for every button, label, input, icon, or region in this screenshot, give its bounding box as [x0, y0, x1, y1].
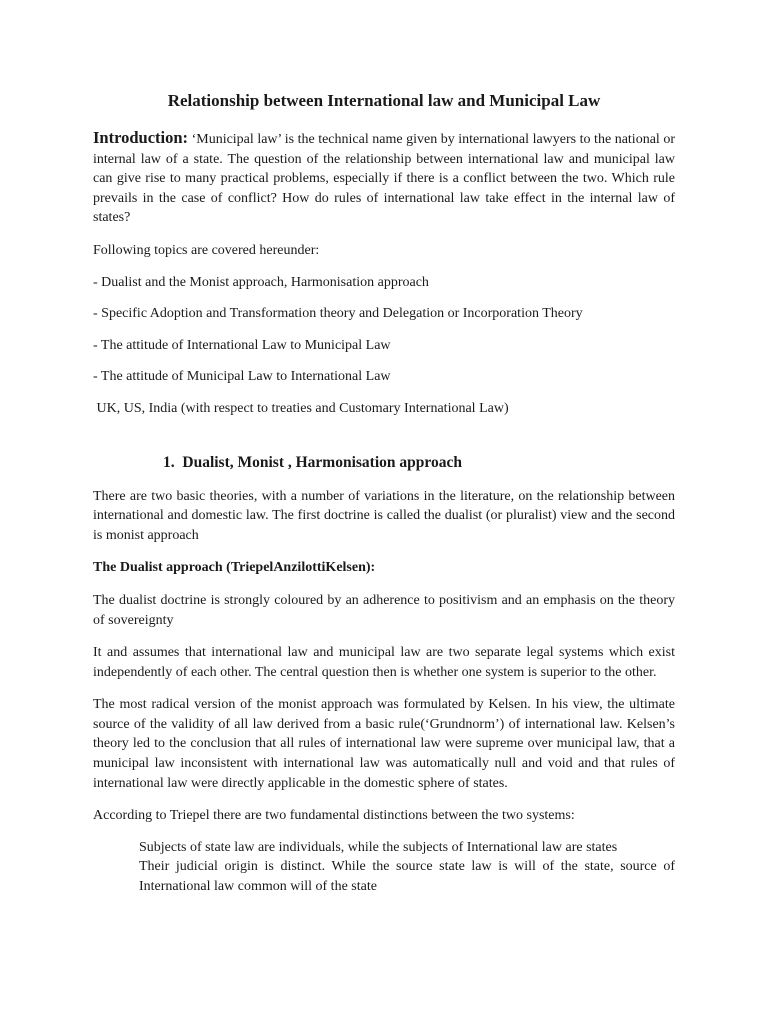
distinction-origin: Their judicial origin is distinct. While the source state law is will of the state, source of International law common will of the state	[139, 859, 675, 895]
topic-item-dualist-monist: - Dualist and the Monist approach, Harmonisation approach	[93, 274, 429, 290]
separate-systems-paragraph: It and assumes that international law and municipal law are two separate legal systems which exist independently of each other. The central question then is whether one system is superior to the other.	[93, 645, 675, 680]
distinctions-list	[139, 838, 675, 897]
distinction-subjects: Subjects of state law are individuals, while the subjects of International law are states	[139, 839, 618, 855]
topics-intro: Following topics are covered hereunder:	[93, 242, 320, 258]
section-heading-dualist-monist: 1. Dualist, Monist , Harmonisation approach	[163, 453, 462, 471]
section-intro-paragraph: There are two basic theories, with a number of variations in the literature, on the relationship between international and domestic law. The first doctrine is called the dualist (or pluralist) view and the second is monist approach	[93, 488, 675, 543]
document-title: Relationship between International law and Municipal Law	[167, 91, 601, 110]
triepel-distinctions-paragraph: According to Triepel there are two fundamental distinctions between the two systems:	[93, 808, 575, 824]
topic-item-adoption-transformation: - Specific Adoption and Transformation theory and Delegation or Incorporation Theory	[93, 306, 583, 322]
introduction-paragraph	[93, 128, 675, 228]
introduction-text: ‘Municipal law’ is the technical name given by international lawyers to the national or internal law of a state. The question of the relationship between international law and municipal law can give rise to many practical problems, especially if there is a conflict between the two. Which rule prevails in the case of conflict? How do rules of international law take effect in the internal law of states?	[93, 132, 675, 226]
topic-item-international-to-municipal: - The attitude of International Law to Municipal Law	[93, 337, 391, 353]
introduction-label: Introduction:	[93, 128, 189, 147]
topic-item-municipal-to-international: - The attitude of Municipal Law to International Law	[93, 369, 391, 385]
dualist-approach-heading: The Dualist approach (TriepelAnzilottiKelsen):	[93, 560, 376, 576]
kelsen-monist-paragraph: The most radical version of the monist approach was formulated by Kelsen. In his view, the ultimate source of the validity of all law derived from a basic rule(‘Grundnorm’) of international law. Kelsen’s theory led to the conclusion that all rules of international law were supreme over municipal law, that a municipal law inconsistent with international law was automatically null and void and that rules of international law were directly applicable in the domestic sphere of states.	[93, 697, 675, 791]
topic-item-uk-us-india: UK, US, India (with respect to treaties and Customary International Law)	[93, 400, 509, 416]
dualist-doctrine-paragraph: The dualist doctrine is strongly coloured by an adherence to positivism and an emphasis on the theory of sovereignty	[93, 592, 675, 628]
